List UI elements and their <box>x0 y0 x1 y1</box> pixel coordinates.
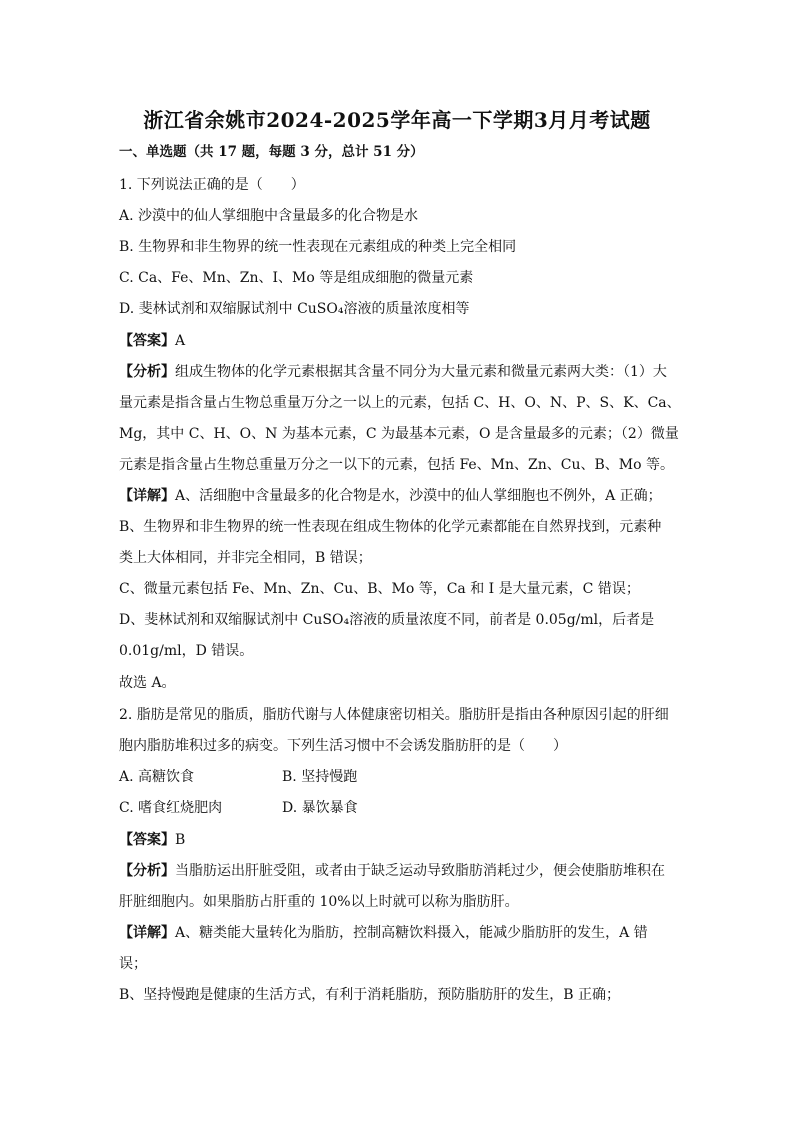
q1-analysis-line-2: 量元素是指含量占生物总重量万分之一以上的元素，包括 C、H、O、N、P、S、K、Ca、 <box>119 395 681 411</box>
q2-detail-line-1 <box>119 923 679 943</box>
answer-tag: 【答案】 <box>119 333 175 349</box>
q2-option-b: B. 坚持慢跑 <box>282 769 358 785</box>
q2-option-d: D. 暴饮暴食 <box>282 800 358 816</box>
q2-detail-line-3: B、坚持慢跑是健康的生活方式，有利于消耗脂肪，预防脂肪肝的发生，B 正确； <box>119 987 621 1003</box>
q2-option-a: A. 高糖饮食 <box>119 769 195 785</box>
q2-options-row-2 <box>119 798 679 818</box>
q2-analysis-line-2: 肝脏细胞内。如果脂肪占肝重的 10%以上时就可以称为脂肪肝。 <box>119 894 519 910</box>
answer-value: A <box>175 333 186 349</box>
q2-analysis-line-1 <box>119 861 679 881</box>
detail-text: A、糖类能大量转化为脂肪，控制高糖饮料摄入，能减少脂肪肝的发生，A 错 <box>175 925 648 941</box>
q1-option-c: C. Ca、Fe、Mn、Zn、I、Mo 等是组成细胞的微量元素 <box>119 270 474 286</box>
q1-option-b: B. 生物界和非生物界的统一性表现在元素组成的种类上完全相同 <box>119 239 517 255</box>
detail-tag: 【详解】 <box>119 925 175 941</box>
q2-option-c: C. 嗜食红烧肥肉 <box>119 800 223 816</box>
detail-text: A、活细胞中含量最多的化合物是水，沙漠中的仙人掌细胞也不例外，A 正确； <box>175 488 662 504</box>
q2-detail-line-2: 误； <box>119 956 147 972</box>
section-heading: 一、单选题（共 17 题，每题 3 分，总计 51 分） <box>119 144 424 160</box>
q1-analysis-line-1 <box>119 362 679 382</box>
q1-detail-line-1 <box>119 486 679 506</box>
document-title: 浙江省余姚市2024-2025学年高一下学期3月月考试题 <box>143 108 651 132</box>
q1-detail-line-6: 0.01g/ml，D 错误。 <box>119 643 254 659</box>
detail-tag: 【详解】 <box>119 488 175 504</box>
answer-value: B <box>175 832 186 848</box>
analysis-tag: 【分析】 <box>119 364 175 380</box>
q2-answer <box>119 830 679 850</box>
analysis-tag: 【分析】 <box>119 863 175 879</box>
q1-detail-line-4: C、微量元素包括 Fe、Mn、Zn、Cu、B、Mo 等，Ca 和 I 是大量元素，C 错误； <box>119 581 640 597</box>
answer-tag: 【答案】 <box>119 832 175 848</box>
q1-analysis-line-4: 元素是指含量占生物总重量万分之一以下的元素，包括 Fe、Mn、Zn、Cu、B、Mo 等。 <box>119 457 675 473</box>
q1-option-a: A. 沙漠中的仙人掌细胞中含量最多的化合物是水 <box>119 208 419 224</box>
q2-options-row-1 <box>119 767 679 787</box>
q1-stem: 1. 下列说法正确的是（ ） <box>119 177 305 193</box>
q1-conclusion: 故选 A。 <box>119 675 176 691</box>
q1-detail-line-3: 类上大体相同，并非完全相同，B 错误； <box>119 550 372 566</box>
q1-analysis-line-3: Mg，其中 C、H、O、N 为基本元素，C 为最基本元素，O 是含量最多的元素；（2）微量 <box>119 426 679 442</box>
q2-stem-line-2: 胞内脂肪堆积过多的病变。下列生活习惯中不会诱发脂肪肝的是（ ） <box>119 738 567 754</box>
analysis-text: 当脂肪运出肝脏受阻，或者由于缺乏运动导致脂肪消耗过少，便会使脂肪堆积在 <box>175 863 665 879</box>
q1-answer <box>119 331 679 351</box>
q2-stem-line-1: 2. 脂肪是常见的脂质，脂肪代谢与人体健康密切相关。脂肪肝是指由各种原因引起的肝细 <box>119 707 669 723</box>
q1-option-d: D. 斐林试剂和双缩脲试剂中 CuSO₄溶液的质量浓度相等 <box>119 301 470 317</box>
q1-detail-line-5: D、斐林试剂和双缩脲试剂中 CuSO₄溶液的质量浓度不同，前者是 0.05g/ml，后者是 <box>119 612 655 628</box>
q1-detail-line-2: B、生物界和非生物界的统一性表现在组成生物体的化学元素都能在自然界找到，元素种 <box>119 519 662 535</box>
analysis-text: 组成生物体的化学元素根据其含量不同分为大量元素和微量元素两大类：（1）大 <box>175 364 667 380</box>
